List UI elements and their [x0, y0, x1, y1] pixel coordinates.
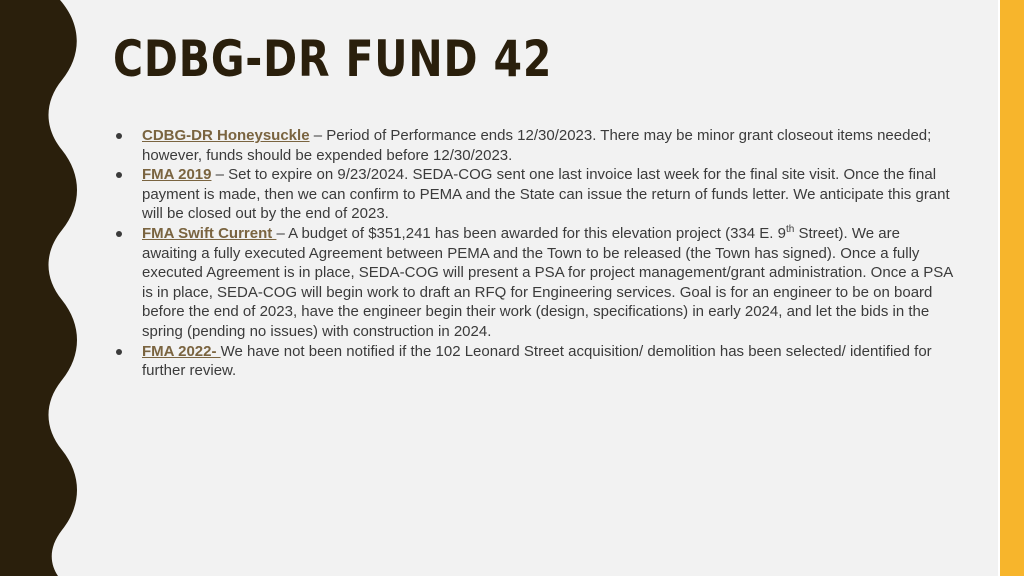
bullet-item-fma-2019	[113, 165, 955, 224]
right-accent-bar	[1000, 0, 1024, 576]
bullet-lead-fma-2019: FMA 2019	[142, 166, 212, 184]
left-wave-band	[0, 0, 82, 576]
bullet-lead-fma-swift-current: FMA Swift Current	[142, 224, 277, 242]
bullet-item-fma-swift-current	[113, 224, 955, 342]
bullet-text-fma-2022: We have not been notified if the 102 Leonard Street acquisition/ demolition has been selected/ identified for further review.	[142, 342, 932, 380]
bullet-lead-fma-2022: FMA 2022-	[142, 342, 221, 360]
bullet-text-fma-swift-current-a: – A budget of $351,241 has been awarded for this elevation project (334 E. 9	[276, 224, 786, 242]
bullet-text-fma-2019: – Set to expire on 9/23/2024. SEDA-COG sent one last invoice last week for the final site visit. Once the final payment is made, then we can confirm to PEMA and the State can issue the return of funds letter. We anticipate this grant will be closed out by the end of 2023.	[142, 166, 950, 223]
bullet-item-honeysuckle	[113, 126, 955, 165]
bullet-text-honeysuckle: – Period of Performance ends 12/30/2023. There may be minor grant closeout items needed; however, funds should be expended before 12/30/2023.	[142, 127, 932, 164]
bullet-item-fma-2022	[113, 342, 955, 381]
bullet-list	[113, 126, 955, 381]
ordinal-superscript: th	[785, 223, 795, 235]
bullet-text-fma-swift-current-b: Street). We are awaiting a fully executed Agreement between PEMA and the Town to be released (the Town has signed). Once a fully executed Agreement is in place, SEDA-COG will present a PSA for project management/grant administration. Once a PSA is in place, SEDA-COG will begin work to draft an RFQ for Engineering services. Goal is for an engineer to be on board before the end of 2023, have the engineer begin their work (design, specifications) in early 2024, and let the bids in the spring (pending no issues) with construction in 2024.	[142, 224, 953, 340]
slide-title: CDBG-DR FUND 42	[113, 30, 553, 88]
bullet-lead-honeysuckle: CDBG-DR Honeysuckle	[142, 127, 310, 144]
